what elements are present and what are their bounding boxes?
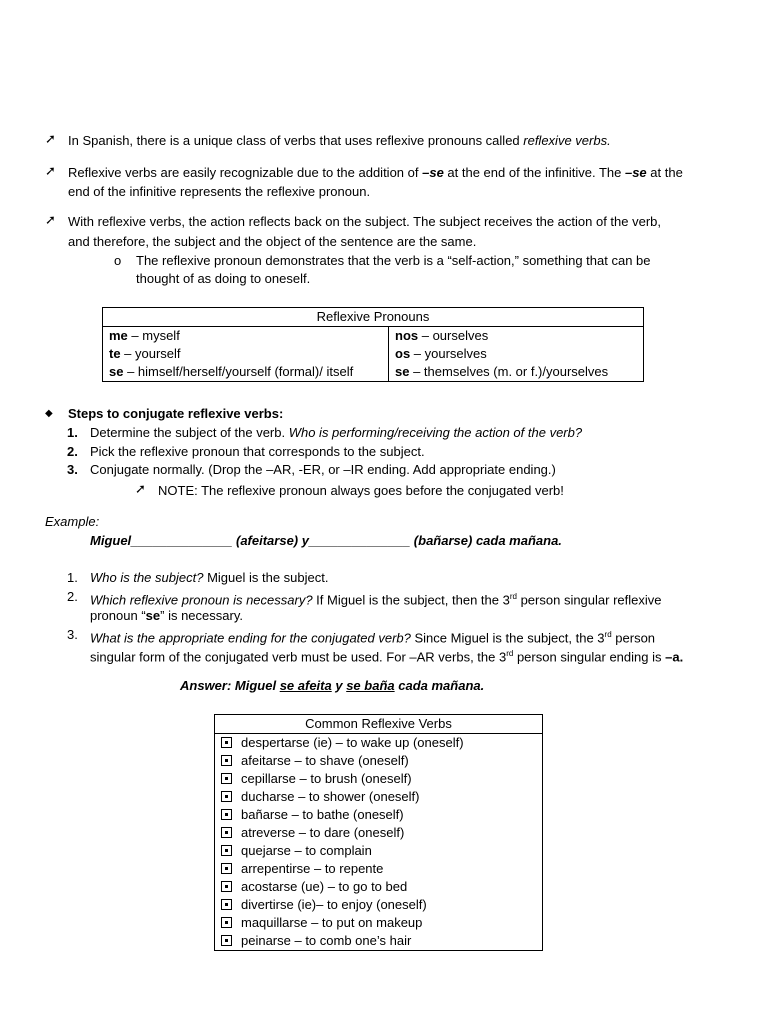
- checkbox-icon: [221, 755, 232, 766]
- steps-heading: Steps to conjugate reflexive verbs:: [68, 406, 284, 421]
- checkbox-icon: [221, 917, 232, 928]
- text: Answer: Miguel: [180, 678, 280, 693]
- checkbox-icon: [221, 935, 232, 946]
- checkbox-icon: [221, 881, 232, 892]
- table-cell: [103, 345, 389, 363]
- verb: ducharse – to shower (oneself): [241, 789, 420, 804]
- meaning: – yourselves: [410, 346, 487, 361]
- verb: cepillarse – to brush (oneself): [241, 771, 412, 786]
- answer-text: person: [611, 630, 656, 646]
- text: at the: [646, 165, 683, 180]
- question-text: Who is the subject?: [90, 570, 204, 585]
- table-row: [103, 345, 644, 363]
- text: Reflexive verbs are easily recognizable due to the addition of: [68, 165, 423, 180]
- bullet-1: [68, 131, 611, 150]
- superscript: rd: [509, 592, 517, 601]
- pronoun: me: [109, 328, 128, 343]
- sub-bullet-line-1: The reflexive pronoun demonstrates that the verb is a “self-action,” something that can be: [136, 253, 651, 268]
- table-cell: [389, 345, 644, 363]
- pronoun: os: [395, 346, 411, 361]
- question-3-line-2: [90, 644, 683, 666]
- bullet-3-line-1: With reflexive verbs, the action reflects back on the subject. The subject receives the action of the verb,: [68, 214, 662, 229]
- arrow-bullet-icon: ➚: [45, 212, 56, 227]
- se-suffix: –se: [422, 165, 444, 180]
- arrow-bullet-icon: ➚: [135, 481, 146, 496]
- answer-text: Since Miguel is the subject, the 3: [410, 630, 605, 646]
- diamond-bullet-icon: ◆: [45, 408, 53, 419]
- list-item: [215, 770, 543, 788]
- verb: divertirse (ie)– to enjoy (oneself): [241, 897, 427, 912]
- verb: despertarse (ie) – to wake up (oneself): [241, 735, 464, 750]
- verb-answer: se afeita: [279, 678, 332, 693]
- verb: arrepentirse – to repente: [241, 861, 384, 876]
- question-number: 3.: [67, 627, 78, 642]
- verb-answer: se baña: [346, 678, 395, 693]
- answer-line: [180, 676, 484, 695]
- table-cell: [103, 327, 389, 346]
- table-row: [103, 363, 644, 382]
- verb: bañarse – to bathe (oneself): [241, 807, 404, 822]
- pronoun: se: [145, 608, 161, 623]
- list-item: [215, 842, 543, 860]
- table-cell: [389, 327, 644, 346]
- bullet-3-line-2: and therefore, the subject and the object of the sentence are the same.: [68, 234, 477, 249]
- checkbox-icon: [221, 845, 232, 856]
- list-item: [215, 860, 543, 878]
- list-item: [215, 752, 543, 770]
- bullet-1-italic: reflexive verbs.: [523, 133, 611, 148]
- question-number: 1.: [67, 570, 78, 585]
- meaning: – themselves (m. or f.)/yourselves: [409, 364, 609, 379]
- meaning: – ourselves: [418, 328, 489, 343]
- text: y: [331, 678, 347, 693]
- arrow-bullet-icon: ➚: [45, 131, 56, 146]
- example-sentence: Miguel______________ (afeitarse) y______________ (bañarse) cada mañana.: [90, 533, 562, 548]
- se-suffix: –se: [624, 165, 647, 180]
- step-1: [90, 423, 582, 442]
- list-item: [215, 932, 543, 951]
- table-row: [103, 327, 644, 346]
- text: person singular ending is: [513, 649, 666, 665]
- answer-text: person singular reflexive: [516, 592, 662, 608]
- verb: atreverse – to dare (oneself): [241, 825, 405, 840]
- example-label: Example:: [45, 514, 100, 529]
- step-number: 1.: [67, 425, 78, 440]
- list-item: [215, 788, 543, 806]
- verb: quejarse – to complain: [241, 843, 372, 858]
- checkbox-icon: [221, 863, 232, 874]
- bullet-2-line-2: end of the infinitive represents the reflexive pronoun.: [68, 184, 371, 199]
- checkbox-icon: [221, 827, 232, 838]
- meaning: – himself/herself/yourself (formal)/ itself: [123, 364, 354, 379]
- common-reflexive-verbs-table: [214, 714, 543, 951]
- sub-bullet-marker: o: [114, 253, 122, 268]
- text: cada mañana.: [394, 678, 485, 693]
- text: pronoun “: [90, 608, 146, 623]
- answer-text: Miguel is the subject.: [203, 570, 329, 585]
- question-2-line-2: [90, 606, 243, 625]
- pronoun: se: [395, 364, 410, 379]
- list-item: [215, 734, 543, 753]
- list-item: [215, 878, 543, 896]
- verb: acostarse (ue) – to go to bed: [241, 879, 408, 894]
- question-1: [90, 568, 328, 587]
- question-text: Which reflexive pronoun is necessary?: [90, 592, 313, 608]
- verb: maquillarse – to put on makeup: [241, 915, 423, 930]
- pronoun: se: [109, 364, 124, 379]
- list-item: [215, 896, 543, 914]
- question-text: What is the appropriate ending for the conjugated verb?: [90, 630, 411, 646]
- checkbox-icon: [221, 791, 232, 802]
- note: NOTE: The reflexive pronoun always goes before the conjugated verb!: [158, 483, 564, 498]
- list-item: [215, 914, 543, 932]
- question-number: 2.: [67, 589, 78, 604]
- table-title: Reflexive Pronouns: [103, 308, 644, 327]
- text: singular form of the conjugated verb must be used. For –AR verbs, the 3: [90, 649, 507, 665]
- pronoun: nos: [395, 328, 419, 343]
- checkbox-icon: [221, 809, 232, 820]
- text: ” is necessary.: [160, 608, 243, 623]
- meaning: – yourself: [120, 346, 181, 361]
- list-item: [215, 806, 543, 824]
- checkbox-icon: [221, 899, 232, 910]
- bullet-1-text: In Spanish, there is a unique class of verbs that uses reflexive pronouns called: [68, 133, 524, 148]
- text: at the end of the infinitive. The: [443, 165, 625, 180]
- verb: peinarse – to comb one’s hair: [241, 933, 412, 948]
- table-title: Common Reflexive Verbs: [215, 715, 543, 734]
- bullet-2-line-1: [68, 163, 683, 182]
- checkbox-icon: [221, 737, 232, 748]
- pronoun: te: [109, 346, 121, 361]
- ending: –a.: [665, 649, 684, 665]
- text: Who is performing/receiving the action of the verb?: [288, 425, 583, 440]
- table-cell: [389, 363, 644, 382]
- arrow-bullet-icon: ➚: [45, 163, 56, 178]
- step-2: Pick the reflexive pronoun that corresponds to the subject.: [90, 444, 425, 459]
- meaning: – myself: [127, 328, 180, 343]
- checkbox-icon: [221, 773, 232, 784]
- step-3: Conjugate normally. (Drop the –AR, -ER, or –IR ending. Add appropriate ending.): [90, 462, 556, 477]
- sub-bullet-line-2: thought of as doing to oneself.: [136, 271, 311, 286]
- answer-text: If Miguel is the subject, then the 3: [312, 592, 510, 608]
- table-cell: [103, 363, 389, 382]
- reflexive-pronouns-table: [102, 307, 644, 382]
- step-number: 2.: [67, 444, 78, 459]
- list-item: [215, 824, 543, 842]
- step-number: 3.: [67, 462, 78, 477]
- superscript: rd: [604, 630, 612, 639]
- text: Determine the subject of the verb.: [90, 425, 289, 440]
- verb: afeitarse – to shave (oneself): [241, 753, 409, 768]
- superscript: rd: [506, 649, 514, 658]
